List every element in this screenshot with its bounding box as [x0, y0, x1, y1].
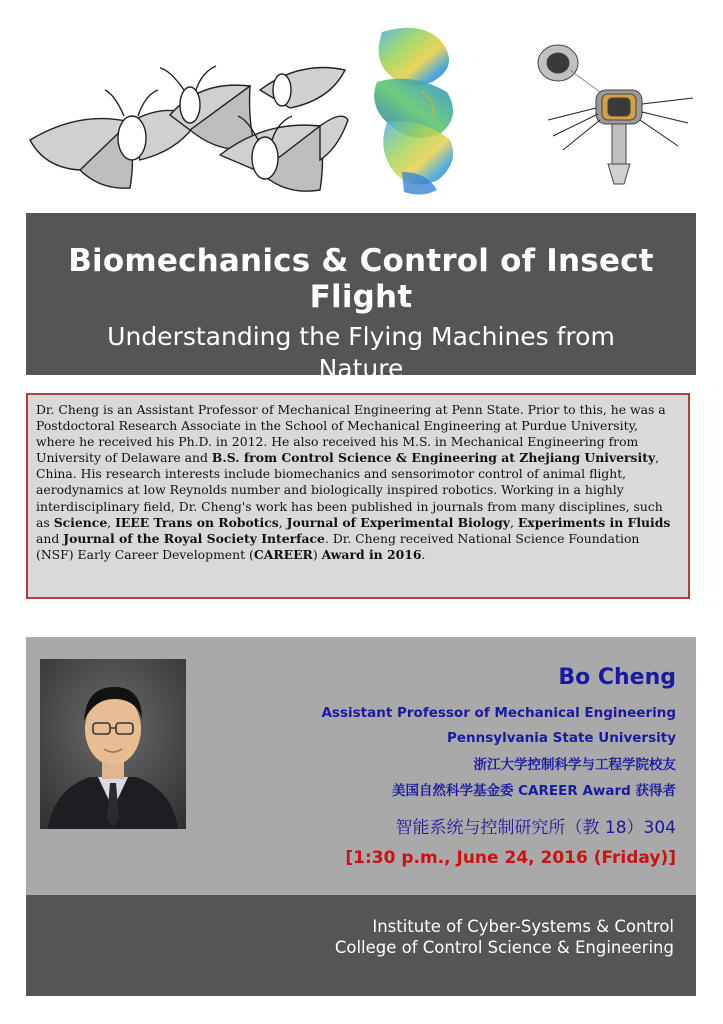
bio-bold-journal: Experiments in Fluids: [517, 514, 671, 530]
bio-text: ): [312, 546, 322, 562]
bio-bold-bs: B.S. from Control Science & Engineering at Zhejiang University: [211, 450, 656, 466]
top-illustrations: [0, 0, 723, 205]
moth-sketch-icon: [20, 60, 350, 200]
bio-bold-journal: Science: [53, 514, 108, 530]
college-name: College of Control Science & Engineering: [334, 938, 674, 957]
bio-text: . Dr. Cheng received National Science Foundation (NSF) Early Career Development (: [36, 530, 640, 562]
speaker-profile: [26, 637, 696, 895]
bio-bold-journal: IEEE Trans on Robotics: [115, 514, 279, 530]
bio-text: ,: [107, 514, 116, 530]
institute-name: Institute of Cyber-Systems & Control: [372, 917, 674, 936]
flapping-robot-icon: [528, 28, 698, 198]
speaker-name: Bo Cheng: [558, 665, 676, 690]
talk-subtitle: Understanding the Flying Machines from Nature: [107, 322, 615, 383]
speaker-bio: [26, 393, 690, 599]
bio-text: ,: [509, 514, 518, 530]
talk-title: Biomechanics & Control of Insect Flight: [68, 243, 654, 315]
bio-bold-journal: Journal of the Royal Society Interface: [63, 530, 325, 546]
talk-time: [1:30 p.m., June 24, 2016 (Friday)]: [345, 848, 676, 868]
speaker-portrait-icon: [40, 659, 186, 829]
bio-text: Dr. Cheng is an Assistant Professor of Mechanical Engineering at Penn State. Prior to this, he was a Postdoctoral Research Associate in the School of Mechanical Engineering at Purdue University, where he received his Ph.D. in 2012. He also received his M.S. in Mechanical Engineering from University of Delaware and: [36, 402, 666, 466]
speaker-award: 美国自然科学基金委 CAREER Award 获得者: [391, 783, 676, 799]
vortex-flow-icon: [362, 22, 472, 197]
bio-bold-career: CAREER: [253, 546, 313, 562]
bio-text: and: [36, 530, 64, 546]
bio-text: , China. His research interests include biomechanics and sensorimotor control of animal flight, aerodynamics at low Reynolds number and biologically inspired robotics. Working in a highly interdisciplinary field, Dr. Cheng's work has been published in journals from many disciplines, such as: [36, 450, 663, 530]
speaker-alumni: 浙江大学控制科学与工程学院校友: [473, 757, 676, 773]
host-institution: [26, 895, 696, 996]
talk-venue: 智能系统与控制研究所（教 18）304: [395, 818, 676, 838]
speaker-university: Pennsylvania State University: [446, 730, 676, 746]
speaker-info: [196, 637, 676, 868]
bio-text: ,: [278, 514, 287, 530]
speaker-position: Assistant Professor of Mechanical Engineering: [321, 705, 676, 721]
title-band: [26, 213, 696, 383]
bio-bold-journal: Journal of Experimental Biology: [286, 514, 510, 530]
bio-text: .: [421, 546, 426, 562]
bio-bold-award: Award in 2016: [321, 546, 422, 562]
